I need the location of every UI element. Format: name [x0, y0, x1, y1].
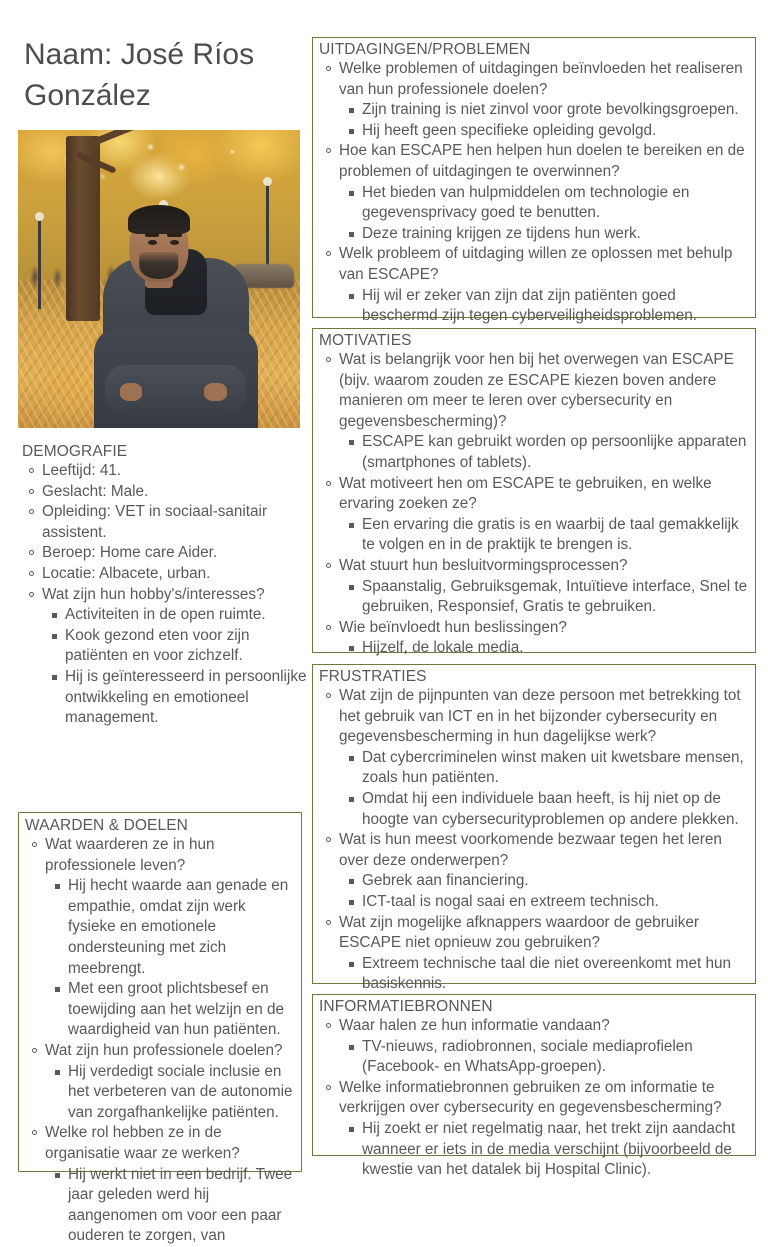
list-item: Welke problemen of uitdagingen beïnvloeden het realiseren van hun professionele doelen? [324, 59, 749, 100]
section-title-waarden-doelen: WAARDEN & DOELEN [25, 817, 188, 834]
list-item: Deze training krijgen ze tijdens hun werk. [348, 224, 749, 245]
informatiebronnen-list [319, 1016, 749, 1181]
list-item: Opleiding: VET in sociaal-sanitair assistent. [27, 502, 308, 543]
frustraties-content [313, 665, 755, 995]
list-item: Wat zijn hun hobby's/interesses? [27, 585, 308, 606]
list-item: Zijn training is niet zinvol voor grote bevolkingsgroepen. [348, 100, 749, 121]
list-item: Omdat hij een individuele baan heeft, is hij niet op de hoogte van cybersecurityproblemen op andere plekken. [348, 789, 749, 830]
list-item: Hij zoekt er niet regelmatig naar, het trekt zijn aandacht wanneer er iets in de media verschijnt (bijvoorbeeld de kwestie van het datalek bij Hospital Clinic). [348, 1119, 749, 1181]
list-item: Leeftijd: 41. [27, 461, 308, 482]
list-item: Geslacht: Male. [27, 482, 308, 503]
section-uitdagingen-problemen [312, 37, 756, 325]
uitdagingen-content [313, 38, 755, 327]
section-motivaties [312, 328, 756, 657]
section-title-motivaties: MOTIVATIES [319, 332, 412, 349]
list-item: Welke informatiebronnen gebruiken ze om informatie te verkrijgen over cybersecurity en gegevensbescherming? [324, 1078, 749, 1119]
persona-hand-right [204, 383, 227, 401]
list-item: Wie beïnvloedt hun beslissingen? [324, 618, 749, 639]
list-item: Beroep: Home care Aider. [27, 543, 308, 564]
section-informatiebronnen [312, 994, 756, 1179]
list-item: Wat motiveert hen om ESCAPE te gebruiken, en welke ervaring zoeken ze? [324, 474, 749, 515]
list-item: TV-nieuws, radiobronnen, sociale mediaprofielen (Facebook- en WhatsApp-groepen). [348, 1037, 749, 1078]
list-item: Hij hecht waarde aan genade en empathie, omdat zijn werk fysieke en emotionele ondersteuning met zich meebrengt. [54, 876, 295, 979]
persona-hand-left [120, 383, 143, 401]
section-title-informatiebronnen: INFORMATIEBRONNEN [319, 998, 493, 1015]
section-title-frustraties: FRUSTRATIES [319, 668, 427, 685]
uitdagingen-list [319, 59, 749, 327]
list-item: ICT-taal is nogal saai en extreem technisch. [348, 892, 749, 913]
persona-photo [18, 130, 300, 428]
list-item: Hoe kan ESCAPE hen helpen hun doelen te bereiken en de problemen of uitdagingen te overwinnen? [324, 141, 749, 182]
persona-eyebrow-right [167, 233, 181, 238]
persona-eye-right [170, 240, 179, 245]
demografie-list [22, 461, 308, 729]
persona-eye-left [148, 240, 157, 245]
waarden-doelen-list [25, 835, 295, 1247]
list-item: Wat zijn hun professionele doelen? [30, 1041, 295, 1062]
list-item: Extreem technische taal die niet overeenkomt met hun basiskennis. [348, 954, 749, 995]
list-item: Welke rol hebben ze in de organisatie waar ze werken? [30, 1123, 295, 1164]
list-item: Hij is geïnteresseerd in persoonlijke ontwikkeling en emotioneel management. [51, 667, 308, 729]
list-item: Een ervaring die gratis is en waarbij de taal gemakkelijk te volgen en in de praktijk te brengen is. [348, 515, 749, 556]
frustraties-list [319, 686, 749, 995]
motivaties-content [313, 329, 755, 659]
section-frustraties [312, 664, 756, 993]
waarden-content [19, 813, 301, 1247]
list-item: Hij wil er zeker van zijn dat zijn patiënten goed beschermd zijn tegen cyberveiligheidsproblemen. [348, 286, 749, 327]
persona-name-heading: Naam: José Ríos González [24, 38, 255, 112]
list-item: Waar halen ze hun informatie vandaan? [324, 1016, 749, 1037]
list-item: Hij verdedigt sociale inclusie en het verbeteren van de autonomie van zorgafhankelijke patiënten. [54, 1062, 295, 1124]
section-demografie [22, 442, 308, 729]
section-waarden-doelen [18, 812, 302, 1245]
list-item: Het bieden van hulpmiddelen om technologie en gegevensprivacy goed te benutten. [348, 183, 749, 224]
list-item: Wat is hun meest voorkomende bezwaar tegen het leren over deze onderwerpen? [324, 830, 749, 871]
section-title-uitdagingen: UITDAGINGEN/PROBLEMEN [319, 41, 531, 58]
list-item: Spaanstalig, Gebruiksgemak, Intuïtieve interface, Snel te gebruiken, Responsief, Gratis te gebruiken. [348, 577, 749, 618]
list-item: Met een groot plichtsbesef en toewijding aan het welzijn en de waardigheid van hun patiënten. [54, 979, 295, 1041]
persona-beard [139, 252, 178, 279]
list-item: Wat zijn mogelijke afknappers waardoor de gebruiker ESCAPE niet opnieuw zou gebruiken? [324, 913, 749, 954]
list-item: Wat waarderen ze in hun professionele leven? [30, 835, 295, 876]
list-item: Dat cybercriminelen winst maken uit kwetsbare mensen, zoals hun patiënten. [348, 748, 749, 789]
list-item: Welk probleem of uitdaging willen ze oplossen met behulp van ESCAPE? [324, 244, 749, 285]
persona-eyebrow-left [145, 233, 159, 238]
informatiebronnen-content [313, 995, 755, 1181]
list-item: ESCAPE kan gebruikt worden op persoonlijke apparaten (smartphones of tablets). [348, 432, 749, 473]
list-item: Activiteiten in de open ruimte. [51, 605, 308, 626]
list-item: Locatie: Albacete, urban. [27, 564, 308, 585]
motivaties-list [319, 350, 749, 659]
list-item: Wat zijn de pijnpunten van deze persoon met betrekking tot het gebruik van ICT en in het bijzonder cybersecurity en gegevensbescherming in hun dagelijkse werk? [324, 686, 749, 748]
list-item: Kook gezond eten voor zijn patiënten en voor zichzelf. [51, 626, 308, 667]
photo-scene [18, 130, 300, 428]
list-item: Wat is belangrijk voor hen bij het overwegen van ESCAPE (bijv. waarom zouden ze ESCAPE kiezen boven andere manieren om meer te leren over cybersecurity en gegevensbescherming)? [324, 350, 749, 432]
list-item: Hij werkt niet in een bedrijf. Twee jaar geleden werd hij aangenomen om voor een paar ouderen te zorgen, van [54, 1165, 295, 1247]
list-item: Hijzelf, de lokale media. [348, 638, 749, 659]
section-title-demografie: DEMOGRAFIE [22, 443, 128, 460]
list-item: Hij heeft geen specifieke opleiding gevolgd. [348, 121, 749, 142]
list-item: Wat stuurt hun besluitvormingsprocessen? [324, 556, 749, 577]
list-item: Gebrek aan financiering. [348, 871, 749, 892]
persona-hair [128, 205, 190, 235]
